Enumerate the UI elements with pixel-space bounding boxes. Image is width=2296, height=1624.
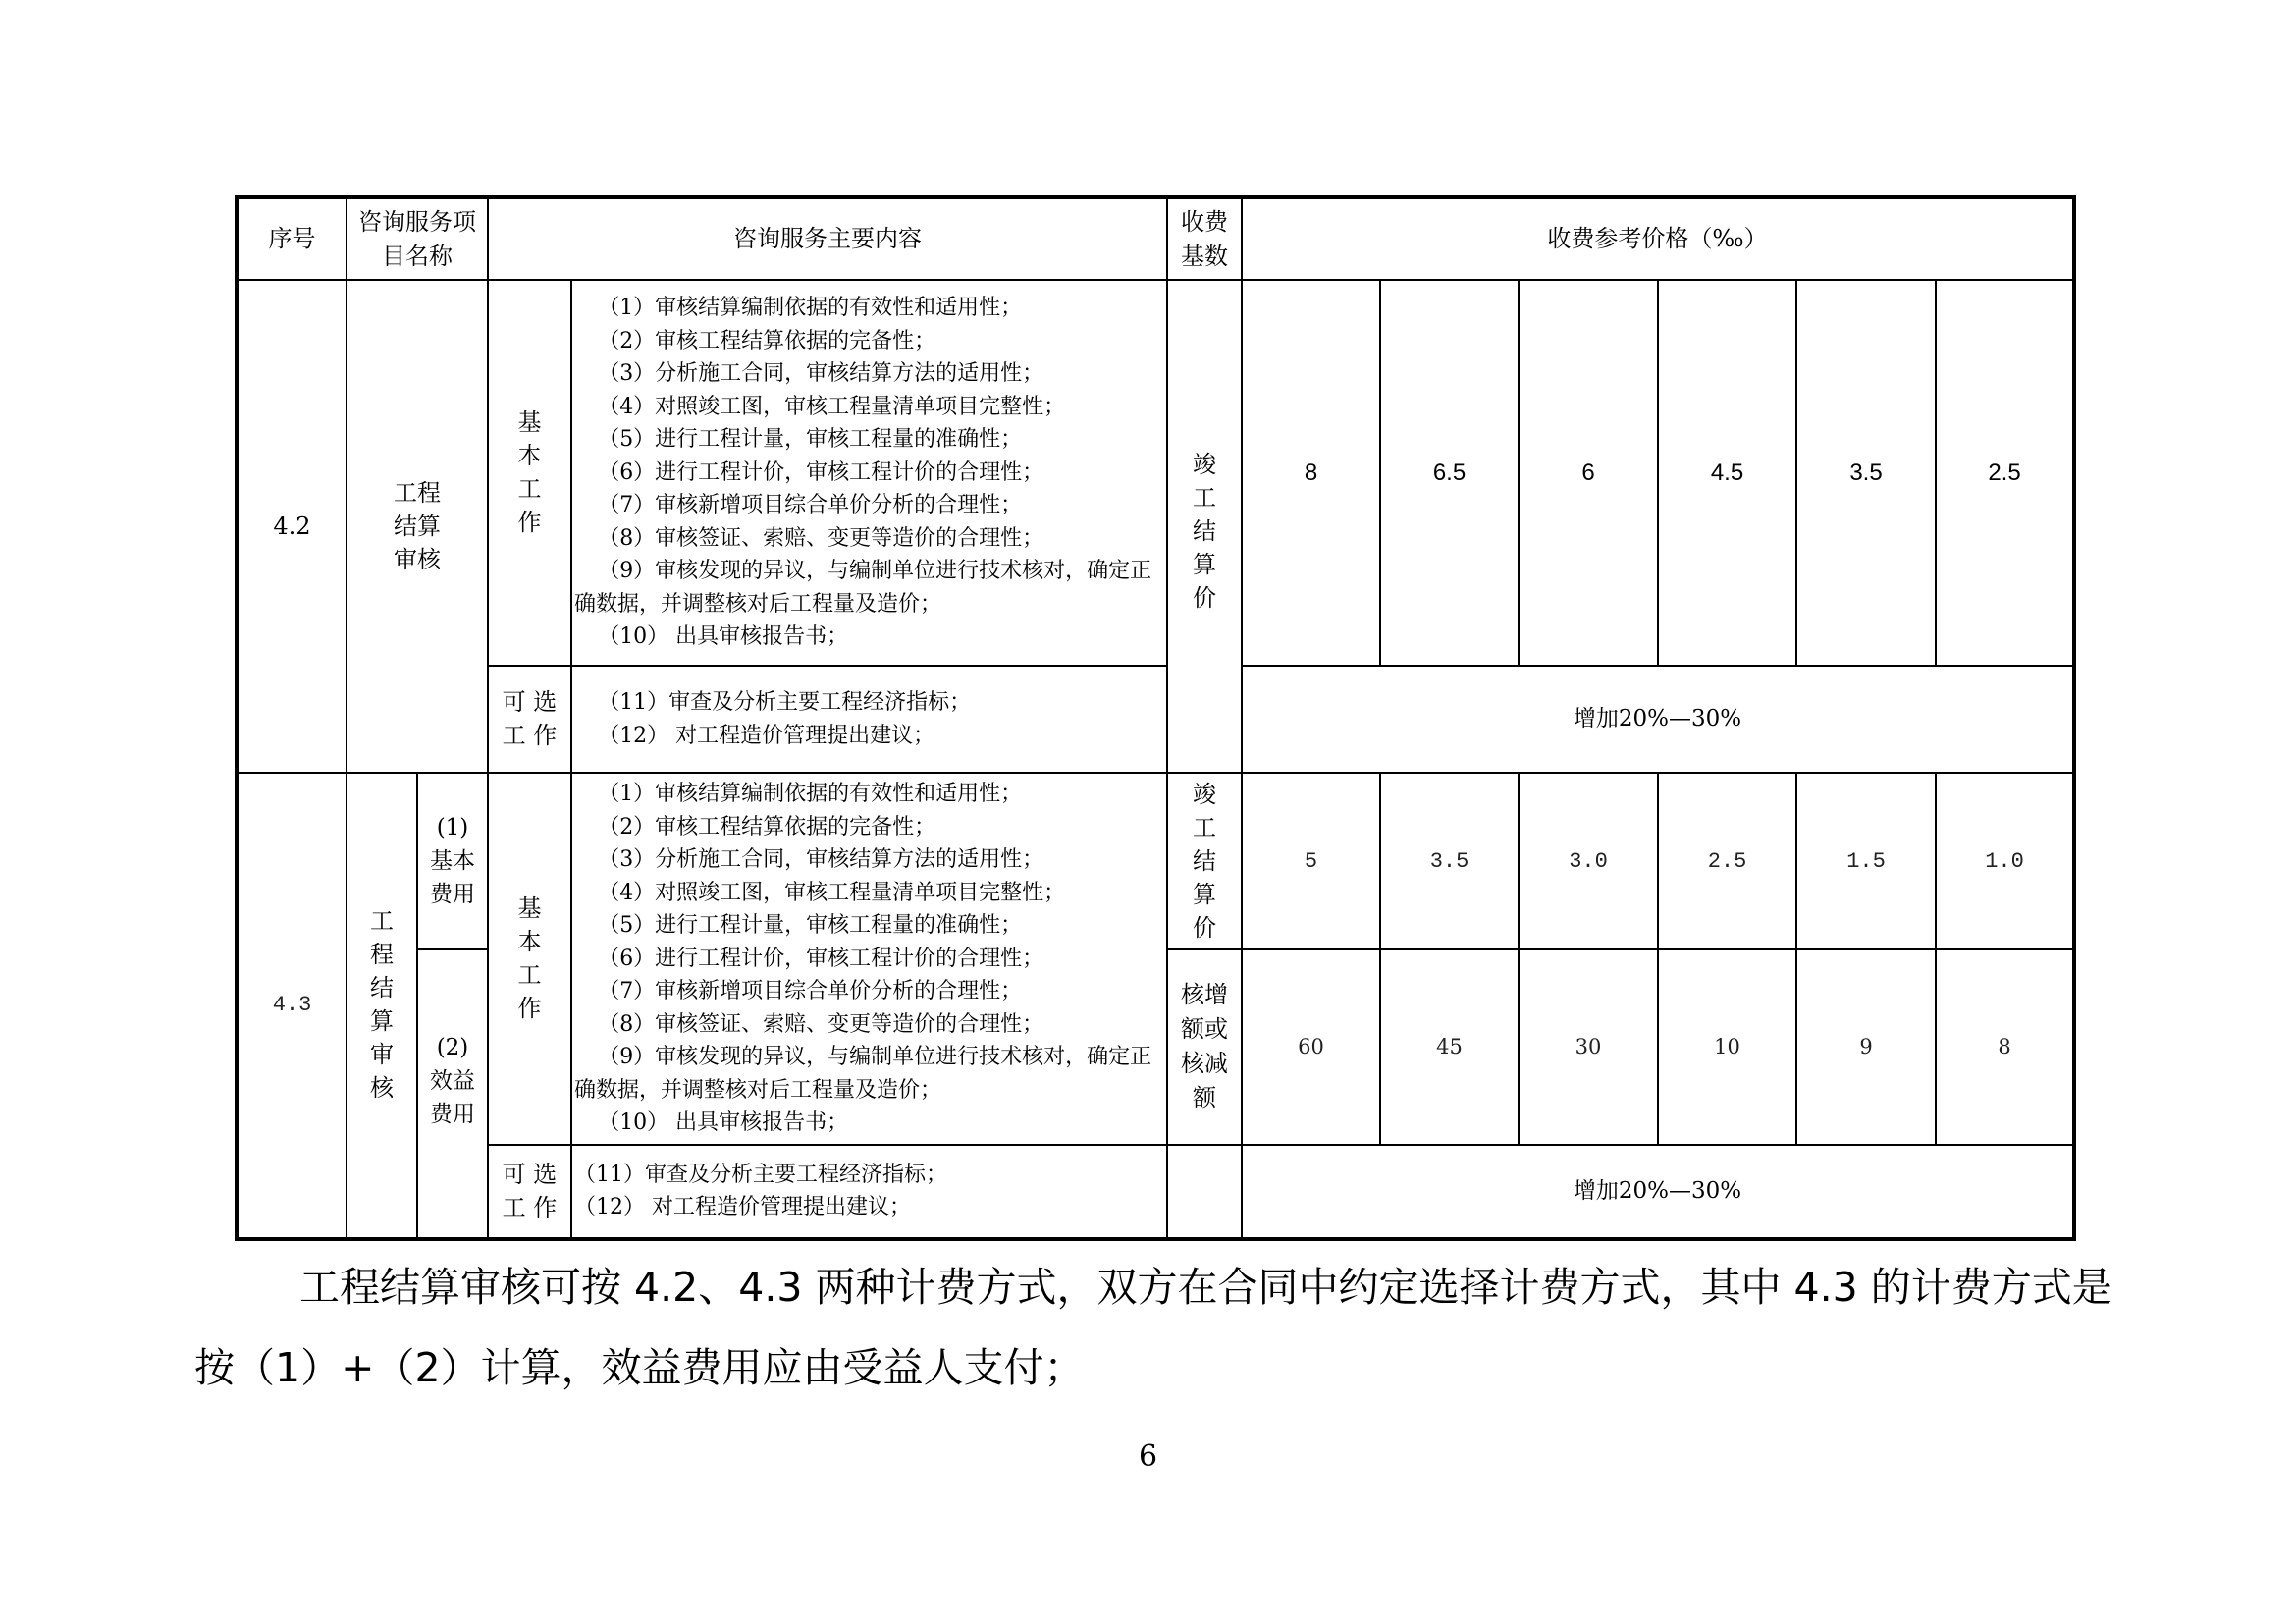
list-item: （2）审核工程结算依据的完备性；: [598, 814, 936, 839]
row-4-3-optional-base: [1167, 1145, 1242, 1239]
row-4-3-index: 4.3: [237, 773, 347, 1239]
row-4-3-price2-1: 60: [1242, 949, 1380, 1145]
row-4-3-price2-4: 10: [1658, 949, 1796, 1145]
list-item: （9）审核发现的异议，与编制单位进行技术核对，确定正: [598, 1045, 1152, 1069]
page-number: 6: [1138, 1439, 1158, 1474]
row-4-2-price-1: 8: [1242, 280, 1380, 666]
row-4-3-basic-content: [571, 773, 1167, 1145]
row-4-2-price-5: 3.5: [1796, 280, 1936, 666]
list-item: （10） 出具审核报告书；: [598, 1110, 849, 1135]
list-item: （3）分析施工合同，审核结算方法的适用性；: [598, 847, 1044, 872]
table-row-4-3-basic-fee: [237, 773, 2074, 949]
list-item: 确数据，并调整核对后工程量及造价；: [574, 591, 942, 617]
list-item: （12） 对工程造价管理提出建议；: [574, 1195, 911, 1219]
row-4-3-price2-3: 30: [1519, 949, 1658, 1145]
row-4-3-price1-2: 3.5: [1380, 773, 1519, 949]
row-4-3-optional-content: [571, 1145, 1167, 1239]
fee-note: [194, 1247, 2118, 1408]
row-4-3-price1-6: 1.0: [1936, 773, 2074, 949]
table-header-row: [237, 197, 2074, 280]
row-4-3-base-2: 核增额或核减额: [1167, 949, 1242, 1145]
list-item: （12） 对工程造价管理提出建议；: [598, 723, 935, 748]
row-4-2-price-4: 4.5: [1658, 280, 1796, 666]
row-4-3-price2-2: 45: [1380, 949, 1519, 1145]
list-item: （1）审核结算编制依据的有效性和适用性；: [598, 296, 1023, 321]
note-line-1: 工程结算审核可按 4.2、4.3 两种计费方式，双方在合同中约定选择计费方式，其中 4.3 的计费方式是: [299, 1264, 2112, 1311]
list-item: （7）审核新增项目综合单价分析的合理性；: [598, 493, 1023, 518]
list-item: （2）审核工程结算依据的完备性；: [598, 328, 936, 353]
note-line-2: 按（1）+（2）计算，效益费用应由受益人支付；: [194, 1344, 1085, 1391]
row-4-3-basic-label: 基本工作: [488, 773, 571, 1145]
row-4-3-sub2-name: (2)效益费用: [417, 949, 488, 1239]
row-4-3-base-1: 竣工结算价: [1167, 773, 1242, 949]
row-4-3-price2-5: 9: [1796, 949, 1936, 1145]
row-4-2-optional-content: [571, 666, 1167, 773]
list-item: （7）审核新增项目综合单价分析的合理性；: [598, 979, 1023, 1003]
list-item: （1）审核结算编制依据的有效性和适用性；: [598, 782, 1023, 806]
row-4-3-sub1-name: (1)基本费用: [417, 773, 488, 949]
list-item: （5）进行工程计量，审核工程量的准确性；: [598, 427, 1023, 453]
list-item: 确数据，并调整核对后工程量及造价；: [574, 1077, 942, 1103]
list-item: （4）对照竣工图，审核工程量清单项目完整性；: [598, 394, 1066, 419]
row-4-3-price1-5: 1.5: [1796, 773, 1936, 949]
fee-table: [235, 195, 2076, 1241]
header-index: 序号: [237, 197, 347, 280]
list-item: （4）对照竣工图，审核工程量清单项目完整性；: [598, 880, 1066, 905]
table-row-4-3-optional: [237, 1145, 2074, 1239]
list-item: （6）进行工程计价，审核工程计价的合理性；: [598, 946, 1044, 971]
row-4-3-price1-4: 2.5: [1658, 773, 1796, 949]
row-4-2-name: 工程结算审核: [347, 280, 488, 773]
row-4-3-price1-1: 5: [1242, 773, 1380, 949]
row-4-2-index: 4.2: [237, 280, 347, 773]
list-item: （8）审核签证、索赔、变更等造价的合理性；: [598, 525, 1044, 551]
list-item: （3）分析施工合同，审核结算方法的适用性；: [598, 361, 1044, 387]
row-4-3-name: 工程结算审核: [347, 773, 417, 1239]
row-4-3-optional-label: 可 选 工 作: [488, 1145, 571, 1239]
list-item: （6）进行工程计价，审核工程计价的合理性；: [598, 460, 1044, 485]
row-4-2-optional-price: 增加20%—30%: [1242, 666, 2074, 773]
row-4-2-optional-label: 可 选 工 作: [488, 666, 571, 773]
row-4-3-optional-price: 增加20%—30%: [1242, 1145, 2074, 1239]
row-4-2-base: 竣工结算价: [1167, 280, 1242, 773]
list-item: （5）进行工程计量，审核工程量的准确性；: [598, 913, 1023, 938]
header-content: 咨询服务主要内容: [488, 197, 1167, 280]
list-item: （8）审核签证、索赔、变更等造价的合理性；: [598, 1011, 1044, 1037]
list-item: （10） 出具审核报告书；: [598, 624, 849, 650]
row-4-2-price-2: 6.5: [1380, 280, 1519, 666]
header-item-name: 咨询服务项目名称: [347, 197, 488, 280]
row-4-3-price2-6: 8: [1936, 949, 2074, 1145]
list-item: （11）审查及分析主要工程经济指标；: [574, 1162, 947, 1187]
row-4-3-price1-3: 3.0: [1519, 773, 1658, 949]
row-4-2-basic-label: 基本工作: [488, 280, 571, 666]
row-4-2-price-6: 2.5: [1936, 280, 2074, 666]
header-base: 收费基数: [1167, 197, 1242, 280]
row-4-2-price-3: 6: [1519, 280, 1658, 666]
row-4-2-basic-content: [571, 280, 1167, 666]
table-row-4-2-optional: [237, 666, 2074, 773]
list-item: （9）审核发现的异议，与编制单位进行技术核对，确定正: [598, 559, 1152, 584]
table-row-4-2-basic: [237, 280, 2074, 666]
list-item: （11）审查及分析主要工程经济指标；: [598, 690, 972, 715]
header-price: 收费参考价格（‰）: [1242, 197, 2074, 280]
